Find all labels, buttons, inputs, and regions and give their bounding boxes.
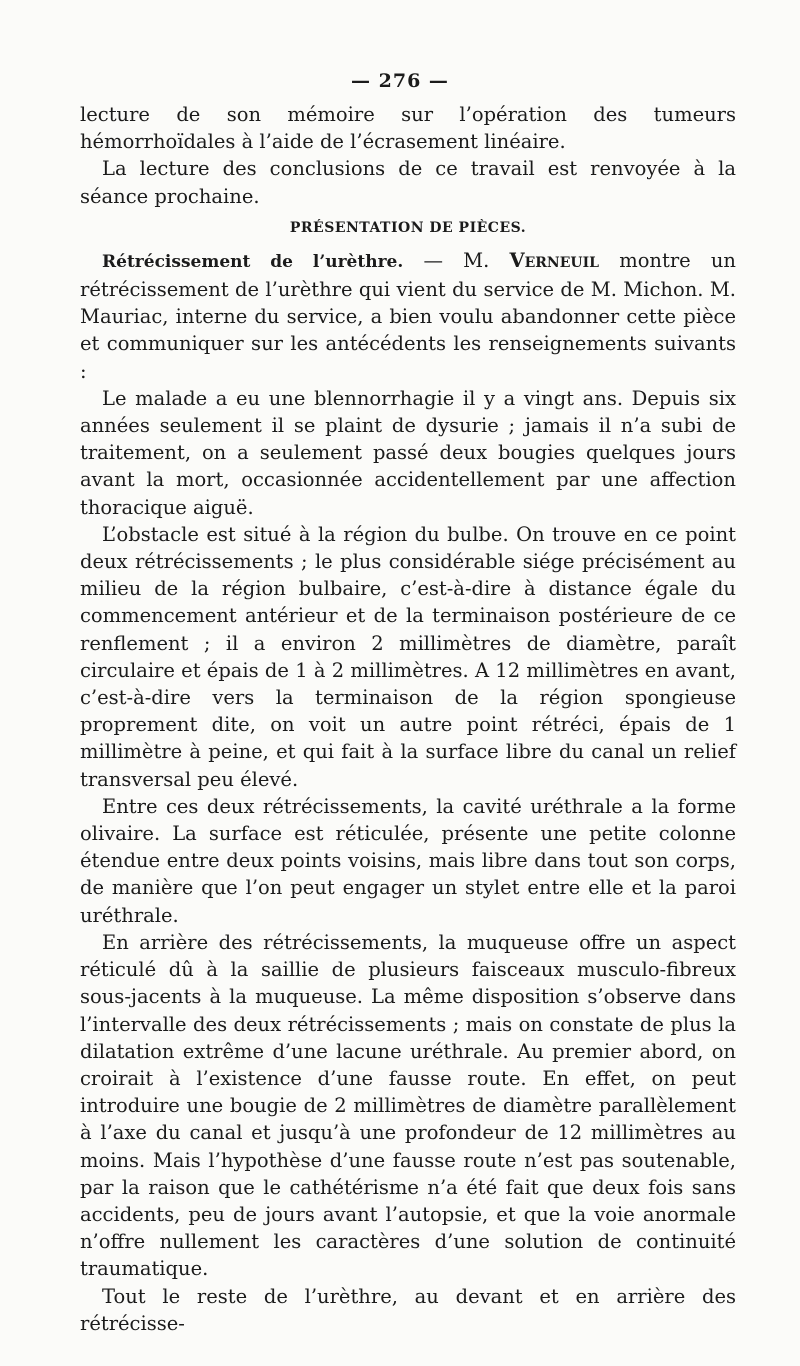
paragraph-patient-history: Le malade a eu une blennorrhagie il y a vingt ans. Depuis six années seulement il se plaint de dysurie ; jamais il n’a subi de traitement, on a seulement passé deux bougies quelques jours avant la mort, occasionnée accidentellement par une affection thoracique aiguë. [80, 386, 736, 519]
paragraph-mucosa-findings: En arrière des rétrécissements, la muqueuse offre un aspect réticulé dû à la saillie de plusieurs faisceaux musculo-fibreux sous-jacents à la muqueuse. La même disposition s’observe dans l’intervalle des deux rétrécissements ; mais on constate de plus la dilatation extrême d’une lacune uréthrale. Au premier abord, on croirait à l’existence d’une fausse route. En effet, on peut introduire une bougie de 2 millimètres de diamètre parallèlement à l’axe du canal et jusqu’à une profondeur de 12 millimètres au moins. Mais l’hypothèse d’une fausse route n’est pas soutenable, par la raison que le cathétérisme n’a été fait que deux fois sans accidents, peu de jours avant l’autopsie, et que la voie anormale n’offre nullement les caractères d’une solution de continuité traumatique. [80, 930, 736, 1281]
paragraph-obstacle-description: L’obstacle est situé à la région du bulbe. On trouve en ce point deux rétrécissements ; le plus considérable siége précisément au milieu de la région bulbaire, c’est-à-dire à distance égale du commencement antérieur et de la terminaison postérieure de ce renflement ; il a environ 2 millimètres de diamètre, paraît circulaire et épais de 1 à 2 millimètres. A 12 millimètres en avant, c’est-à-dire vers la terminaison de la région spongieuse proprement dite, on voit un autre point rétréci, épais de 1 millimètre à peine, et qui fait à la surface libre du canal un relief transversal peu élevé. [80, 522, 736, 791]
paragraph-remaining-urethra: Tout le reste de l’urèthre, au devant et en arrière des rétrécisse- [80, 1284, 736, 1335]
page-number: — 276 — [351, 70, 449, 92]
paragraph-memoire-continuation: lecture de son mémoire sur l’opération des tumeurs hémorrhoïdales à l’aide de l’écrasement linéaire. [80, 103, 736, 154]
text-body [80, 101, 736, 1337]
paragraph-case-presentation [80, 247, 736, 385]
case-dash: — M. [403, 248, 510, 272]
section-heading: PRÉSENTATION DE PIÈCES. [289, 219, 527, 236]
paragraph-conclusions-deferred: La lecture des conclusions de ce travail est renvoyée à la séance prochaine. [80, 157, 736, 208]
case-title: Rétrécissement de l’urèthre. [102, 251, 404, 272]
case-intro: montre un rétrécissement de l’urèthre qui vient du service de M. Michon. M. Mauriac, interne du service, a bien voulu abandonner cette pièce et communiquer sur les antécédents les renseignements suivants : [80, 248, 736, 383]
paragraph-olivary-cavity: Entre ces deux rétrécissements, la cavité uréthrale a la forme olivaire. La surface est réticulée, présente une petite colonne étendue entre deux points voisins, mais libre dans tout son corps, de manière que l’on peut engager un stylet entre elle et la paroi uréthrale. [80, 794, 736, 927]
case-author: Verneuil [509, 248, 600, 272]
